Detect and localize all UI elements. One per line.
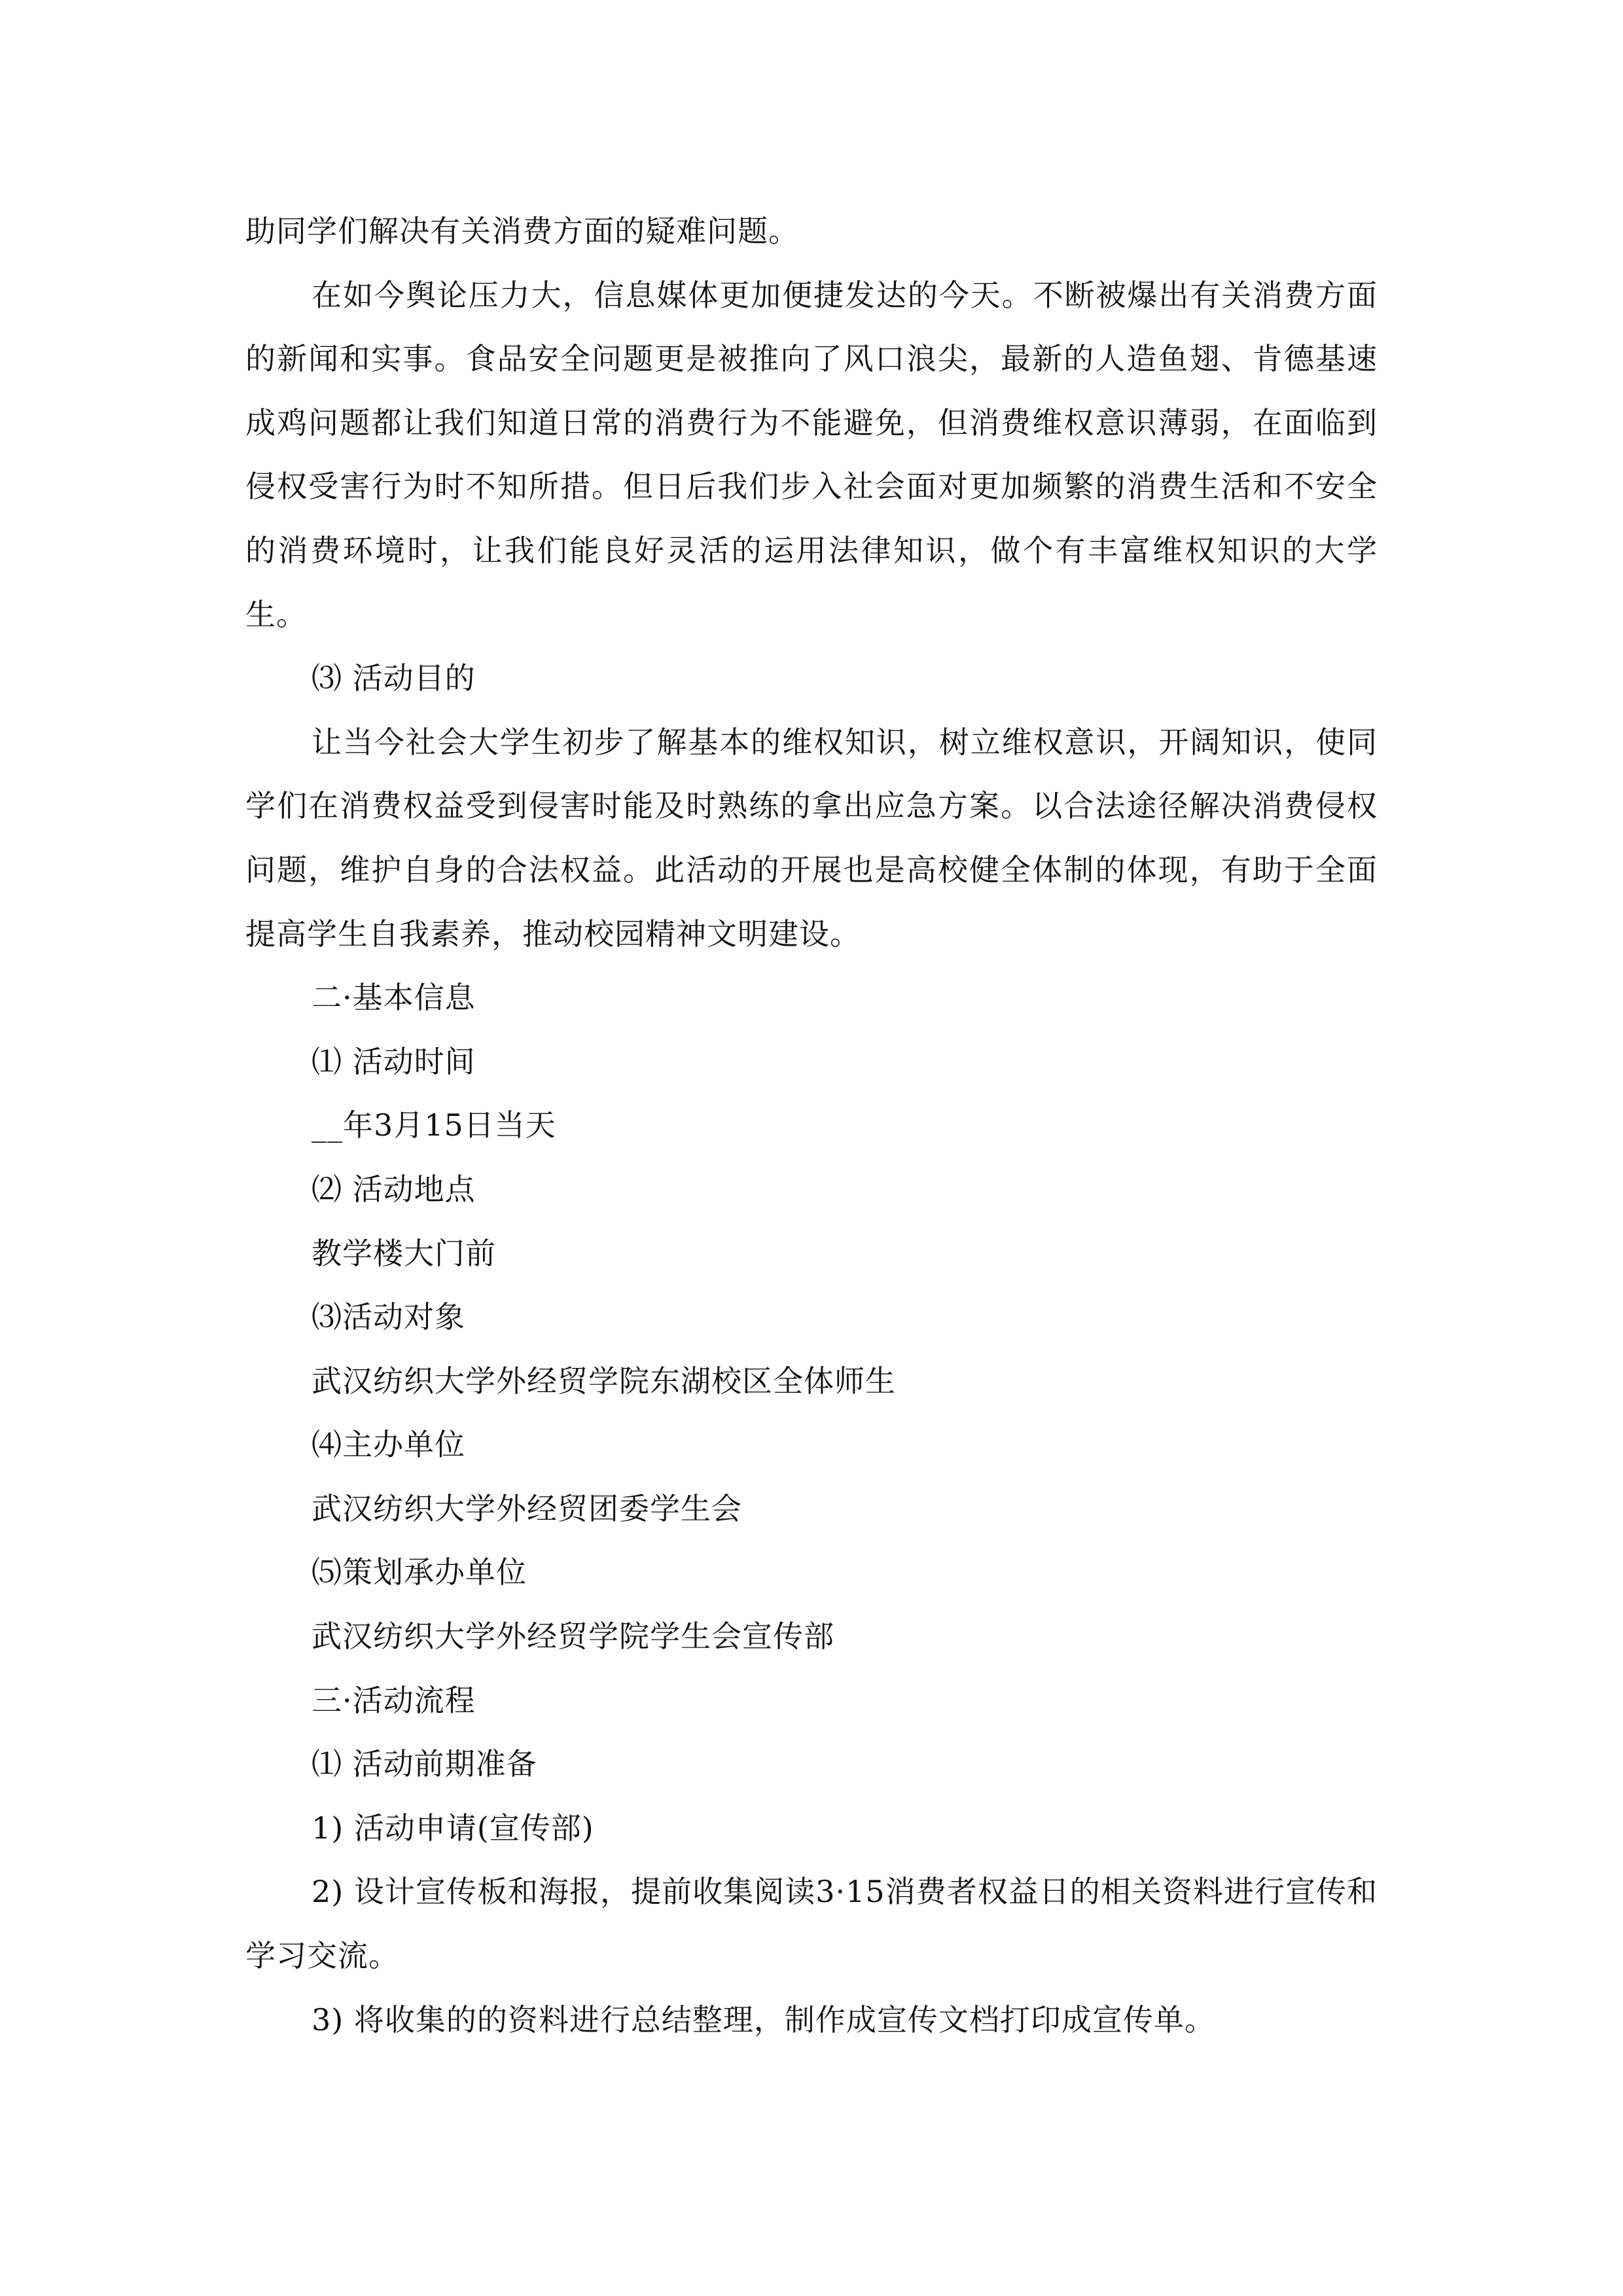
paragraph-continuation: 助同学们解决有关消费方面的疑难问题。 [245, 213, 799, 249]
value-organizer: 武汉纺织大学外经贸团委学生会 [312, 1490, 742, 1526]
paragraph-purpose: 让当今社会大学生初步了解基本的维权知识，树立维权意识，开阔知识，使同学们在消费权益受到侵害时能及时熟练的拿出应急方案。以合法途径解决消费侵权问题，维护自身的合法权益。此活动的开展也是高校健全体制的体现，有助于全面提高学生自我素养，推动校园精神文明建设。 [245, 724, 1378, 952]
paragraph-background: 在如今舆论压力大，信息媒体更加便捷发达的今天。不断被爆出有关消费方面的新闻和实事。食品安全问题更是被推向了风口浪尖，最新的人造鱼翅、肯德基速成鸡问题都让我们知道日常的消费行为不能避免，但消费维权意识薄弱，在面临到侵权受害行为时不知所措。但日后我们步入社会面对更加频繁的消费生活和不安全的消费环境时，让我们能良好灵活的运用法律知识，做个有丰富维权知识的大学生。 [245, 277, 1378, 632]
list-item-step-3: 3) 将收集的的资料进行总结整理，制作成宣传文档打印成宣传单。 [312, 2001, 1215, 2037]
heading-activity-time: ⑴ 活动时间 [312, 1043, 476, 1079]
heading-organizer: ⑷主办单位 [312, 1427, 465, 1463]
section-heading-basic-info: 二·基本信息 [312, 980, 476, 1016]
list-item-step-2: 2) 设计宣传板和海报，提前收集阅读3·15消费者权益日的相关资料进行宣传和学习交流。 [245, 1874, 1378, 1974]
heading-planner: ⑸策划承办单位 [312, 1554, 527, 1590]
value-activity-time: __年3月15日当天 [312, 1107, 556, 1143]
value-planner: 武汉纺织大学外经贸学院学生会宣传部 [312, 1619, 834, 1655]
heading-activity-audience: ⑶活动对象 [312, 1299, 465, 1335]
section-heading-activity-process: 三·活动流程 [312, 1682, 476, 1718]
heading-preparation: ⑴ 活动前期准备 [312, 1746, 537, 1782]
value-activity-audience: 武汉纺织大学外经贸学院东湖校区全体师生 [312, 1363, 896, 1399]
value-activity-location: 教学楼大门前 [312, 1235, 496, 1271]
list-item-step-1: 1) 活动申请(宣传部) [312, 1810, 594, 1846]
heading-activity-purpose: ⑶ 活动目的 [312, 660, 476, 696]
document-body [245, 200, 1378, 2052]
heading-activity-location: ⑵ 活动地点 [312, 1171, 476, 1207]
